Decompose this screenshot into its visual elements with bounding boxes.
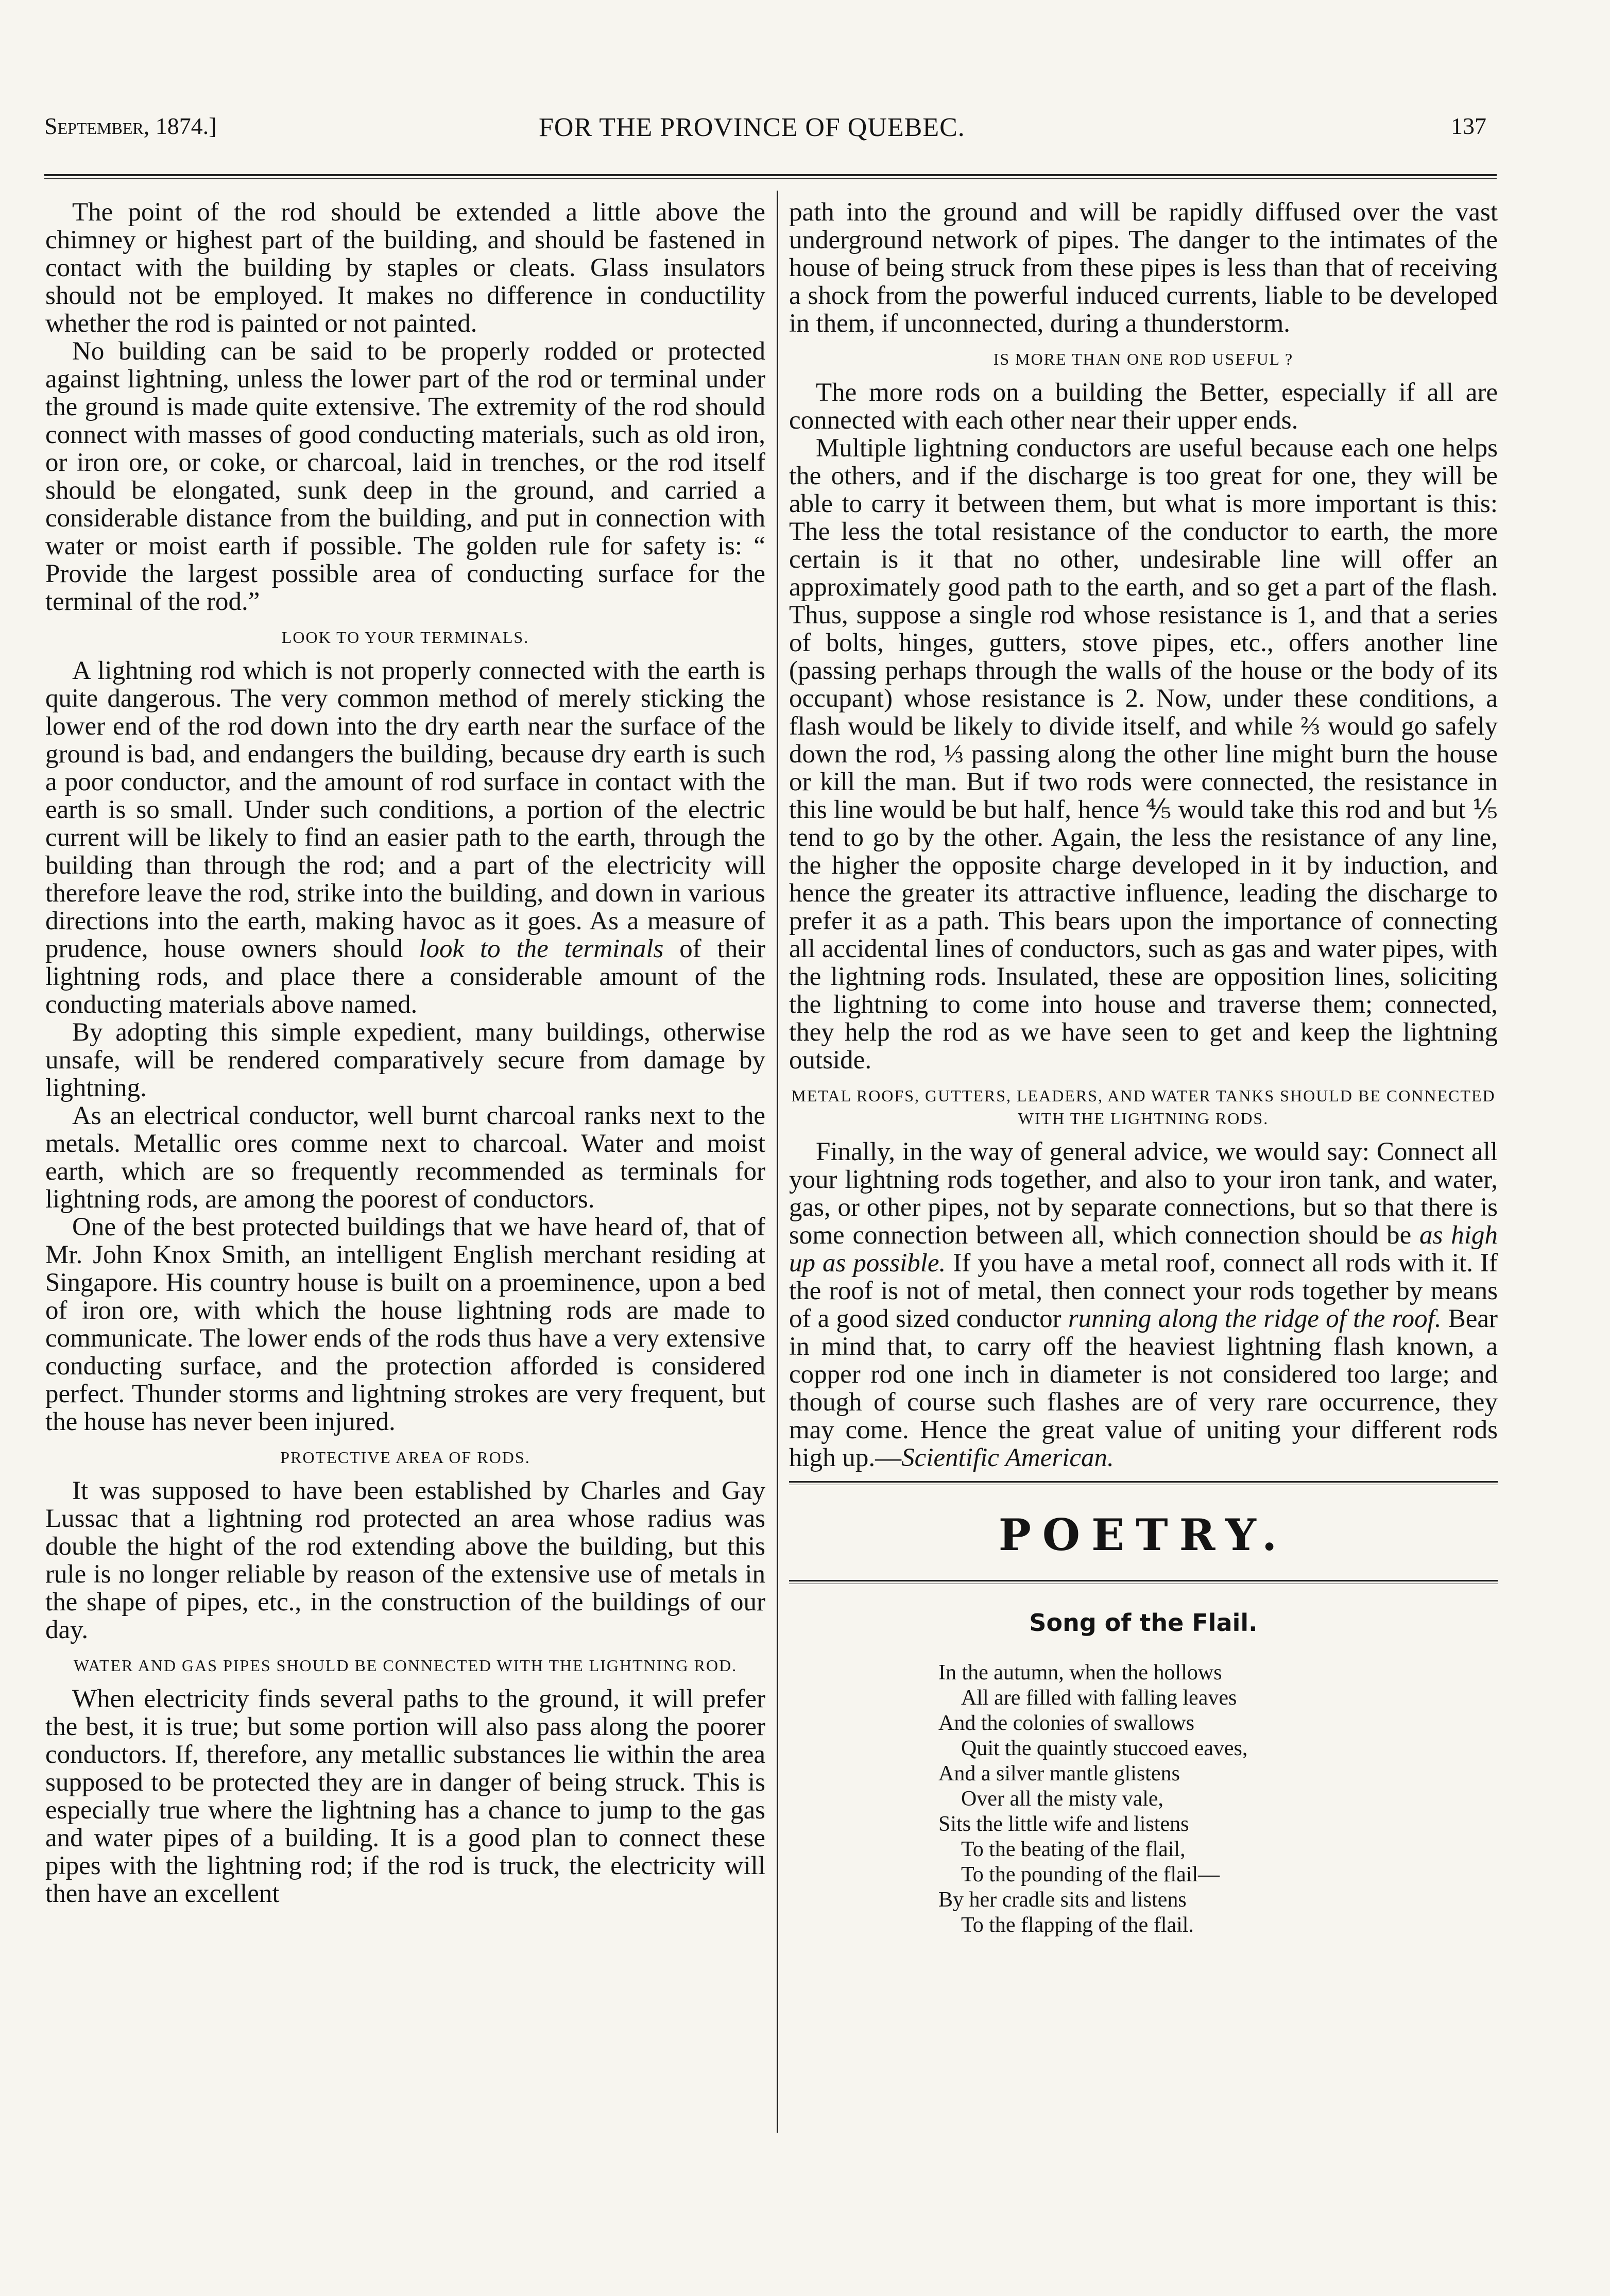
poetry-heading: POETRY. [998,1509,1289,1560]
paragraph: The more rods on a building the Better, especially if all are connected with each other near their upper ends. [789,378,1498,435]
paragraph: Multiple lightning conductors are useful because each one helps the others, and if the discharge is too great for one, they will be able to carry it between them, but what is more important is this: The less the total resistance of the conductor to earth, the more certain is it that no other, undesirable line will offer an approximately good path to the earth, and so get a part of the flash. Thus, suppose a single rod whose resistance is 1, and that a series of bolts, hinges, gutters, stove pipes, etc., offers another line (passing perhaps through the walls of the house or the body of its occupant) whose resistance is 2. Now, under these conditions, a flash would be likely to divide itself, and while ⅔ would go safely down the rod, ⅓ passing along the other line might burn the house or kill the man. But if two rods were connected, the resistance in this line would be but half, hence ⅘ would take this rod and but ⅕ tend to go by the other. Again, the less the resistance of any line, the higher the opposite charge developed in it by induction, and hence the greater its attractive influence, leading the discharge to prefer it as a path. This bears upon the importance of connecting all accidental lines of conductors, such as gas and water pipes, with the lightning rods. Insulated, these are opposition lines, soliciting the lightning to come into house and traverse them; connected, they help the rod as we have seen to get and keep the lightning outside. [789,434,1498,1075]
paragraph: As an electrical conductor, well burnt charcoal ranks next to the metals. Metallic ores comme next to charcoal. Water and moist earth, which are so frequently recommended as terminals for lightning rods, are among the poorest of conductors. [45,1101,765,1214]
section-heading: LOOK TO YOUR TERMINALS. [281,628,529,647]
text-run: A lightning rod which is not properly connected with the earth is quite dangerous. The very common method of merely sticking the lower end of the rod down into the dry earth near the surface of the ground is bad, and endangers the building, because dry earth is such a poor conductor, and the amount of rod surface in contact with the earth is so small. Under such conditions, a portion of the electric current will be likely to find an easier path to the earth, through the building than through the rod; and a part of the electricity will therefore leave the rod, strike into the building, and down in various directions into the earth, making havoc as it goes. As a measure of prudence, house owners should [45,656,765,963]
paragraph: path into the ground and will be rapidly diffused over the vast underground network of pipes. The danger to the intimates of the house of being struck from these pipes is less than that of receiving a shock from the powerful induced currents, liable to be developed in them, if unconnected, during a thunderstorm. [789,198,1498,338]
section-heading: IS MORE THAN ONE ROD USEFUL ? [993,350,1294,368]
poem-line: By her cradle sits and listens [938,1888,1187,1912]
emphasis: look to the terminals [419,934,664,963]
poem-line: Quit the quaintly stuccoed eaves, [961,1737,1248,1760]
poem-line: To the beating of the flail, [961,1838,1186,1861]
poetry-rule [789,1481,1498,1483]
paragraph [45,657,765,1018]
poem-line: In the autumn, when the hollows [938,1661,1222,1685]
header-rule-thin [44,178,1497,179]
paragraph: By adopting this simple expedient, many buildings, otherwise unsafe, will be rendered comparatively secure from damage by lightning. [45,1018,765,1102]
paragraph [789,1138,1498,1472]
header-rule [44,174,1497,176]
poem-line: And the colonies of swallows [938,1711,1194,1735]
section-heading: METAL ROOFS, GUTTERS, LEADERS, AND WATER TANKS SHOULD BE CONNECTED WITH THE LIGHTNING RODS. [791,1086,1496,1128]
emphasis: running along the ridge of the roof. [1068,1304,1442,1333]
poem-line: Sits the little wife and listens [938,1812,1189,1836]
poem-line: And a silver mantle glistens [938,1762,1180,1785]
poem-line: To the pounding of the flail— [961,1863,1220,1886]
section-heading: PROTECTIVE AREA OF RODS. [280,1448,530,1467]
paragraph: One of the best protected buildings that we have heard of, that of Mr. John Knox Smith, an intelligent English merchant residing at Singapore. His country house is built on a proeminence, upon a bed of iron ore, with which the house lightning rods are made to communicate. The lower ends of the rods thus have a very extensive conducting surface, and the protection afforded is considered perfect. Thunder storms and lightning strokes are very frequent, but the house has never been injured. [45,1213,765,1436]
emphasis: as high up as possible. [789,1221,1498,1278]
text-run: Bear in mind that, to carry off the heaviest lightning flash known, a copper rod one inch in diameter is not considered too large; and though of course such flashes are of very rare occurrence, they may come. Hence the great value of uniting your different rods high up.— [789,1304,1498,1472]
running-title: FOR THE PROVINCE OF QUEBEC. [539,113,965,142]
paragraph: The point of the rod should be extended a little above the chimney or highest part of the building, and should be fastened in contact with the building by staples or cleats. Glass insulators should not be employed. It makes no difference in conductility whether the rod is painted or not painted. [45,198,765,338]
poem-line: To the flapping of the flail. [961,1913,1194,1937]
poem-title: Song of the Flail. [1029,1609,1258,1637]
text-run: of their lightning rods, and place there a considerable amount of the conducting materials above named. [45,934,765,1019]
poem-line: All are filled with falling leaves [961,1686,1237,1710]
left-column [45,198,765,1908]
paragraph: It was supposed to have been established by Charles and Gay Lussac that a lightning rod protected an area whose radius was double the hight of the rod extending above the building, but this rule is no longer reliable by reason of the extensive use of metals in the shape of pipes, etc., in the construction of the buildings of our day. [45,1476,765,1644]
page-header [44,112,1486,154]
paragraph: When electricity finds several paths to the ground, it will prefer the best, it is true; but some portion will also pass along the poorer conductors. If, therefore, any metallic substances lie within the area supposed to be protected they are in danger of being struck. This is especially true where the lightning has a chance to jump to the gas and water pipes of a building. It is a good plan to connect these pipes with the lightning rod; if the rod is truck, the electricity will then have an excellent [45,1685,765,1908]
poem-line: Over all the misty vale, [961,1787,1164,1811]
section-heading: WATER AND GAS PIPES SHOULD BE CONNECTED WITH THE LIGHTNING ROD. [73,1656,738,1675]
right-column [789,198,1498,1938]
issue-date: September, 1874.] [44,113,217,139]
column-divider [777,191,778,2133]
paragraph: No building can be said to be properly rodded or protected against lightning, unless the lower part of the rod or terminal under the ground is made quite extensive. The extremity of the rod should connect with masses of good conducting materials, such as old iron, or iron ore, or coke, or charcoal, laid in trenches, or the rod itself should be elongated, sunk deep in the ground, and carried a considerable distance from the building, and put in connection with water or moist earth if possible. The golden rule for safety is: “ Provide the largest possible area of conducting surface for the terminal of the rod.” [45,337,765,616]
poetry-rule [789,1580,1498,1581]
emphasis: Scientific American. [901,1443,1114,1472]
page-number: 137 [1451,113,1486,139]
text-run: Finally, in the way of general advice, we would say: Connect all your lightning rods together, and also to your iron tank, and water, gas, or other pipes, not by separate connections, but so that there is some connection between all, which connection should be [789,1137,1498,1250]
poem [938,1660,1498,1938]
text-run: If you have a metal roof, connect all rods with it. If the roof is not of metal, then connect your rods together by means of a good sized conductor [789,1249,1498,1333]
